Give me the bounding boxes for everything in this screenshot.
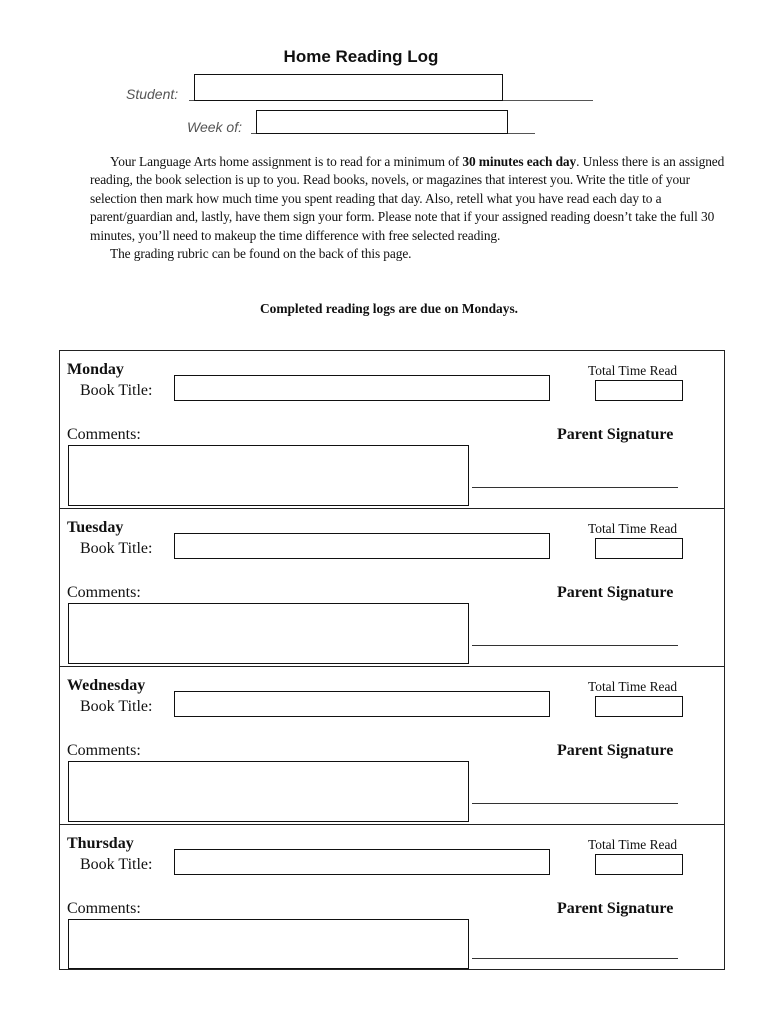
book-title-label: Book Title:: [80, 698, 153, 715]
comments-field[interactable]: [68, 445, 469, 506]
parent-signature-label: Parent Signature: [557, 900, 674, 917]
instructions-text-1: Your Language Arts home assignment is to read for a minimum of: [110, 154, 463, 169]
rubric-note: The grading rubric can be found on the back of this page.: [110, 246, 412, 262]
week-of-field[interactable]: [256, 110, 508, 134]
day-name: Monday: [67, 361, 124, 378]
reading-log-table: [59, 350, 725, 970]
instructions-paragraph: [90, 153, 730, 245]
parent-signature-line[interactable]: [472, 487, 678, 488]
total-time-field[interactable]: [595, 380, 683, 401]
day-row-monday: [60, 351, 724, 509]
day-name: Thursday: [67, 835, 134, 852]
book-title-field[interactable]: [174, 691, 550, 717]
parent-signature-label: Parent Signature: [557, 742, 674, 759]
comments-label: Comments:: [67, 742, 141, 759]
total-time-field[interactable]: [595, 696, 683, 717]
comments-field[interactable]: [68, 761, 469, 822]
comments-label: Comments:: [67, 426, 141, 443]
total-time-label: Total Time Read: [588, 521, 678, 536]
parent-signature-label: Parent Signature: [557, 584, 674, 601]
book-title-field[interactable]: [174, 375, 550, 401]
due-note: Completed reading logs are due on Mondays.: [259, 301, 519, 316]
student-label: Student:: [126, 86, 179, 102]
instructions-text-2: . Unless there is an assigned reading, the book selection is up to you. Read books, novels, or magazines that interest you. Write the title of your selection then mark how much time you spent reading that day. Also, retell what you have read each day to a parent/guardian and, lastly, have them sign your form. Please note that if your assigned reading doesn’t take the full 30 minutes, you’ll need to makeup the time difference with free selected reading.: [90, 154, 725, 243]
book-title-label: Book Title:: [80, 540, 153, 557]
parent-signature-line[interactable]: [472, 645, 678, 646]
day-name: Tuesday: [67, 519, 124, 536]
total-time-field[interactable]: [595, 854, 683, 875]
comments-label: Comments:: [67, 900, 141, 917]
book-title-label: Book Title:: [80, 856, 153, 873]
parent-signature-line[interactable]: [472, 803, 678, 804]
week-label: Week of:: [187, 119, 242, 135]
comments-field[interactable]: [68, 919, 469, 969]
book-title-field[interactable]: [174, 849, 550, 875]
instructions: [90, 153, 730, 263]
book-title-label: Book Title:: [80, 382, 153, 399]
day-row-tuesday: [60, 509, 724, 667]
instructions-emphasis: 30 minutes each day: [462, 154, 577, 169]
day-row-wednesday: [60, 667, 724, 825]
total-time-label: Total Time Read: [588, 679, 678, 694]
total-time-label: Total Time Read: [588, 363, 678, 378]
student-name-field[interactable]: [194, 74, 503, 101]
day-name: Wednesday: [67, 677, 146, 694]
total-time-field[interactable]: [595, 538, 683, 559]
page-title: Home Reading Log: [283, 47, 439, 66]
parent-signature-label: Parent Signature: [557, 426, 674, 443]
comments-label: Comments:: [67, 584, 141, 601]
day-row-thursday: [60, 825, 724, 969]
parent-signature-line[interactable]: [472, 958, 678, 959]
comments-field[interactable]: [68, 603, 469, 664]
total-time-label: Total Time Read: [588, 837, 678, 852]
book-title-field[interactable]: [174, 533, 550, 559]
